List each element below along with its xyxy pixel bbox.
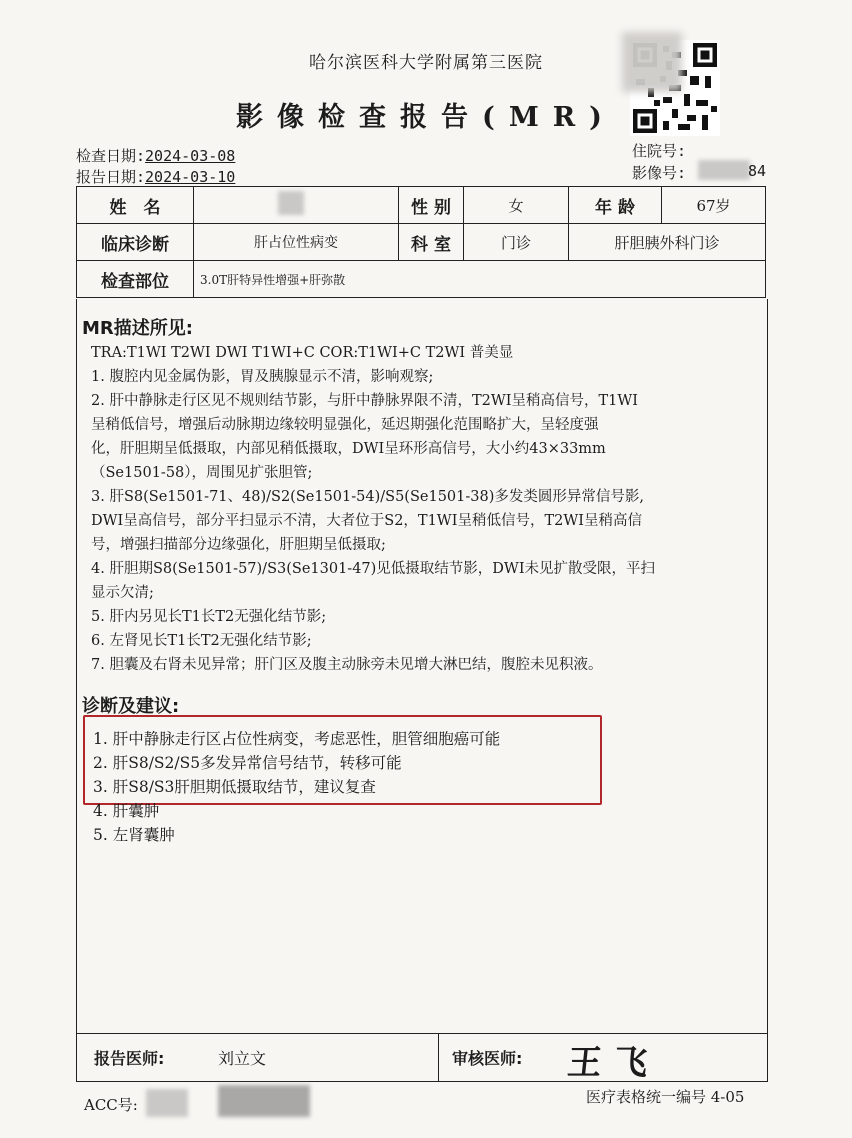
findings-title: MR描述所见: xyxy=(82,318,193,339)
inpatient-no-label: 住院号: xyxy=(632,142,687,160)
patient-info-table xyxy=(76,186,766,298)
hospital-name: 哈尔滨医科大学附属第三医院 xyxy=(309,53,543,73)
diagnosis-list xyxy=(93,727,500,847)
diagnosis-item: 2. 肝S8/S2/S5多发异常信号结节，转移可能 xyxy=(93,754,402,772)
findings-line: 6. 左肾见长T1长T2无强化结节影; xyxy=(91,633,312,649)
image-no-redaction xyxy=(698,160,750,180)
findings-line: 5. 肝内另见长T1长T2无强化结节影; xyxy=(91,609,327,625)
sex-value: 女 xyxy=(464,187,569,224)
report-date-value: 2024-03-10 xyxy=(145,168,236,186)
exam-date-value: 2024-03-08 xyxy=(145,147,236,165)
clinical-dx-label: 临床诊断 xyxy=(77,224,194,261)
acc-redaction-1 xyxy=(146,1089,188,1117)
findings-line: 1. 腹腔内见金属伪影，胃及胰腺显示不清，影响观察; xyxy=(91,369,434,385)
findings-line: TRA:T1WI T2WI DWI T1WI+C COR:T1WI+C T2WI 普美显 xyxy=(91,345,514,361)
reporter-name: 刘立文 xyxy=(218,1049,267,1068)
findings-line: 显示欠清; xyxy=(91,585,154,601)
clinic-value: 肝胆胰外科门诊 xyxy=(569,224,766,261)
diagnosis-item: 3. 肝S8/S3肝胆期低摄取结节，建议复查 xyxy=(93,778,376,796)
findings-line: 号，增强扫描部分边缘强化，肝胆期呈低摄取; xyxy=(91,537,386,553)
exam-date-label: 检查日期: xyxy=(76,147,146,165)
image-no-visible: 84 xyxy=(748,162,767,180)
form-code: 医疗表格统一编号 4-05 xyxy=(586,1088,745,1106)
diagnosis-item: 5. 左肾囊肿 xyxy=(93,826,175,844)
reviewer-label: 审核医师: xyxy=(452,1049,523,1068)
dept-label: 科 室 xyxy=(399,224,464,261)
exam-part-label: 检查部位 xyxy=(77,261,194,298)
reviewer-signature: 王飞 xyxy=(565,1043,662,1083)
findings-line: 2. 肝中静脉走行区见不规则结节影，与肝中静脉界限不清，T2WI呈稍高信号，T1WI xyxy=(91,393,638,409)
findings-line: （Se1501-58），周围见扩张胆管; xyxy=(91,465,313,481)
exam-date-row xyxy=(76,145,235,166)
clinical-dx-value: 肝占位性病变 xyxy=(194,224,399,261)
report-date-label: 报告日期: xyxy=(76,168,146,186)
acc-redaction-2 xyxy=(218,1085,310,1117)
findings-line: 4. 肝胆期S8(Se1501-57)/S3(Se1301-47)见低摄取结节影，DWI未见扩散受限，平扫 xyxy=(91,561,656,577)
diagnosis-title: 诊断及建议: xyxy=(82,696,180,717)
dept-value: 门诊 xyxy=(464,224,569,261)
report-title: 影像检查报告(MR) xyxy=(236,102,616,133)
findings-line: DWI呈高信号，部分平扫显示不清，大者位于S2，T1WI呈稍低信号，T2WI呈稍高信 xyxy=(91,513,642,529)
name-label: 姓 名 xyxy=(77,187,194,224)
diagnosis-item: 4. 肝囊肿 xyxy=(93,802,160,820)
acc-label: ACC号: xyxy=(84,1096,138,1114)
diagnosis-item: 1. 肝中静脉走行区占位性病变，考虑恶性，胆管细胞癌可能 xyxy=(93,730,501,748)
findings-list xyxy=(91,341,655,677)
age-label: 年 龄 xyxy=(569,187,662,224)
image-no-label: 影像号: xyxy=(632,164,687,182)
findings-line: 呈稍低信号，增强后动脉期边缘较明显强化，延迟期强化范围略扩大，呈轻度强 xyxy=(91,417,599,433)
name-redaction xyxy=(278,191,304,215)
exam-part-value: 3.0T肝特异性增强+肝弥散 xyxy=(194,261,766,298)
signature-row xyxy=(76,1033,768,1082)
age-value: 67岁 xyxy=(662,187,766,224)
signature-divider xyxy=(438,1034,439,1082)
findings-line: 化，肝胆期呈低摄取，内部见稍低摄取，DWI呈环形高信号，大小约43×33mm xyxy=(91,441,606,457)
findings-line: 3. 肝S8(Se1501-71、48)/S2(Se1501-54)/S5(Se1501-38)多发类圆形异常信号影, xyxy=(91,489,644,505)
findings-line: 7. 胆囊及右肾未见异常；肝门区及腹主动脉旁未见增大淋巴结，腹腔未见积液。 xyxy=(91,657,603,673)
qr-code xyxy=(622,30,722,138)
name-value xyxy=(194,187,399,224)
sex-label: 性 别 xyxy=(399,187,464,224)
report-date-row xyxy=(76,166,235,187)
reporter-label: 报告医师: xyxy=(94,1049,165,1068)
